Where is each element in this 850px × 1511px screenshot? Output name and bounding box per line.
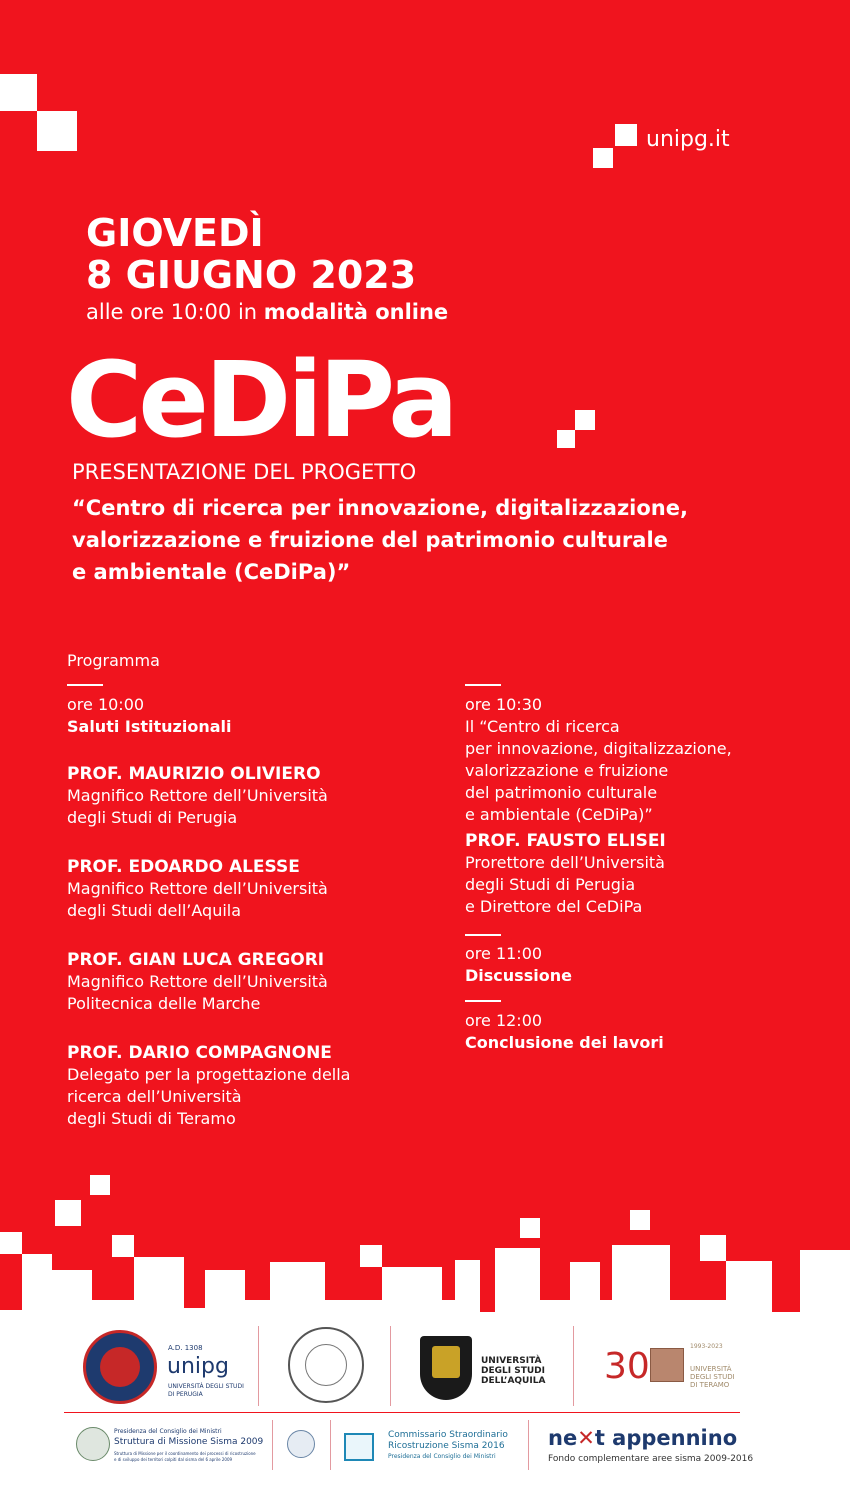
- struttura-sub: Struttura di Missione per il coordinamento dei processi di ricostruzione e di sviluppo dei territori colpiti dal sisma del 6 aprile 2009: [114, 1451, 256, 1462]
- site-url[interactable]: unipg.it: [646, 127, 730, 152]
- session-time: ore 11:00: [465, 944, 543, 963]
- event-time: alle ore 10:00 in modalità online: [86, 300, 449, 324]
- session-time: ore 10:30: [465, 695, 543, 714]
- commissario-title: Commissario Straordinario Ricostruzione Sisma 2016: [388, 1430, 508, 1451]
- teramo-years: 1993-2023: [690, 1343, 723, 1350]
- teramo-cube-icon: [650, 1348, 684, 1382]
- divider-dash: [465, 934, 501, 936]
- pixel-square: [700, 1235, 726, 1261]
- session-title: Saluti Istituzionali: [67, 717, 232, 736]
- divider-dash: [465, 684, 501, 686]
- logo-divider: [272, 1420, 273, 1470]
- pixel-square: [520, 1218, 540, 1238]
- unipg-mark-square: [615, 124, 637, 146]
- pixel-square: [22, 1254, 52, 1300]
- session-title: Discussione: [465, 966, 572, 985]
- next-appennino-sub: Fondo complementare aree sisma 2009-2016: [548, 1454, 754, 1464]
- pixel-square: [90, 1175, 110, 1195]
- pixel-square: [270, 1262, 325, 1300]
- logos-separator: [64, 1412, 740, 1413]
- pixel-square: [382, 1267, 442, 1300]
- logo-divider: [330, 1420, 331, 1470]
- event-date: 8 GIUGNO 2023: [86, 253, 417, 297]
- presentation-label: PRESENTAZIONE DEL PROGETTO: [72, 460, 417, 484]
- aquila-text: UNIVERSITÀ DEGLI STUDI DELL’AQUILA: [481, 1356, 546, 1386]
- teramo-30: 30: [604, 1346, 650, 1387]
- project-title: “Centro di ricerca per innovazione, digitalizzazione, valorizzazione e fruizione del patrimonio culturale e ambientale (CeDiPa)”: [72, 496, 688, 584]
- decor-square: [37, 111, 77, 151]
- pixel-square: [205, 1270, 245, 1300]
- logo-divider: [390, 1326, 391, 1406]
- brand-square: [575, 410, 595, 430]
- unipg-seal-inner: [100, 1347, 140, 1387]
- logo-divider: [528, 1420, 529, 1470]
- session-title: Conclusione dei lavori: [465, 1033, 664, 1052]
- pixel-square: [726, 1261, 772, 1300]
- pixel-square: [184, 1300, 205, 1308]
- speaker-alesse: PROF. EDOARDO ALESSE Magnifico Rettore dell’Università degli Studi dell’Aquila: [67, 857, 328, 920]
- republic-emblem-icon: [76, 1427, 110, 1461]
- pixel-square: [612, 1245, 670, 1300]
- next-x-icon: ✕: [577, 1426, 595, 1450]
- unipg-year: A.D. 1308: [168, 1344, 203, 1352]
- pixel-square: [0, 1232, 22, 1254]
- commissario-sub: Presidenza del Consiglio dei Ministri: [388, 1453, 496, 1460]
- pixel-square: [772, 1300, 800, 1312]
- pixel-square: [495, 1248, 540, 1300]
- program-heading: Programma: [67, 651, 160, 670]
- pixel-square: [0, 1300, 22, 1310]
- session-time: ore 12:00: [465, 1011, 543, 1030]
- logo-divider: [258, 1326, 259, 1406]
- pixel-square: [800, 1250, 850, 1300]
- cedipa-logo-text: CeDiPa: [66, 339, 455, 461]
- event-day: GIOVEDÌ: [86, 211, 264, 255]
- pixel-square: [55, 1200, 81, 1226]
- speaker-gregori: PROF. GIAN LUCA GREGORI Magnifico Rettore dell’Università Politecnica delle Marche: [67, 950, 328, 1013]
- speaker-oliviero: PROF. MAURIZIO OLIVIERO Magnifico Rettore dell’Università degli Studi di Perugia: [67, 764, 328, 827]
- brand-square: [557, 430, 575, 448]
- pixel-square: [570, 1262, 600, 1300]
- pixel-square: [630, 1210, 650, 1230]
- unipg-sub: UNIVERSITÀ DEGLI STUDI DI PERUGIA: [168, 1383, 244, 1398]
- session-time: ore 10:00: [67, 695, 145, 714]
- republic-emblem-icon: [287, 1430, 315, 1458]
- aquila-eagle-accent: [432, 1346, 460, 1378]
- logo-divider: [573, 1326, 574, 1406]
- commissario-icon: [344, 1433, 374, 1461]
- pixel-square: [360, 1245, 382, 1267]
- presidenza-label: Presidenza del Consiglio dei Ministri: [114, 1428, 222, 1435]
- next-appennino-logo: ne✕t appennino: [548, 1426, 738, 1450]
- speaker-compagnone: PROF. DARIO COMPAGNONE Delegato per la progettazione della ricerca dell’Università degli Studi di Teramo: [67, 1043, 351, 1128]
- pixel-square: [455, 1260, 480, 1300]
- teramo-text: UNIVERSITÀ DEGLI STUDI DI TERAMO: [690, 1365, 735, 1389]
- divider-dash: [67, 684, 103, 686]
- unipg-logo-text: unipg: [167, 1354, 229, 1379]
- pixel-square: [480, 1300, 495, 1312]
- unipg-mark-square: [593, 148, 613, 168]
- decor-square: [0, 74, 37, 111]
- speaker-elisei: PROF. FAUSTO ELISEI Prorettore dell’Università degli Studi di Perugia e Direttore del CeDiPa: [465, 831, 666, 916]
- pixel-square: [134, 1257, 184, 1300]
- session-description: Il “Centro di ricerca per innovazione, digitalizzazione, valorizzazione e fruizione del patrimonio culturale e ambientale (CeDiPa)”: [465, 717, 732, 824]
- pixel-square: [52, 1270, 92, 1300]
- divider-dash: [465, 1000, 501, 1002]
- univpm-seal-inner: [305, 1344, 347, 1386]
- struttura-title: Struttura di Missione Sisma 2009: [114, 1437, 264, 1447]
- pixel-square: [112, 1235, 134, 1257]
